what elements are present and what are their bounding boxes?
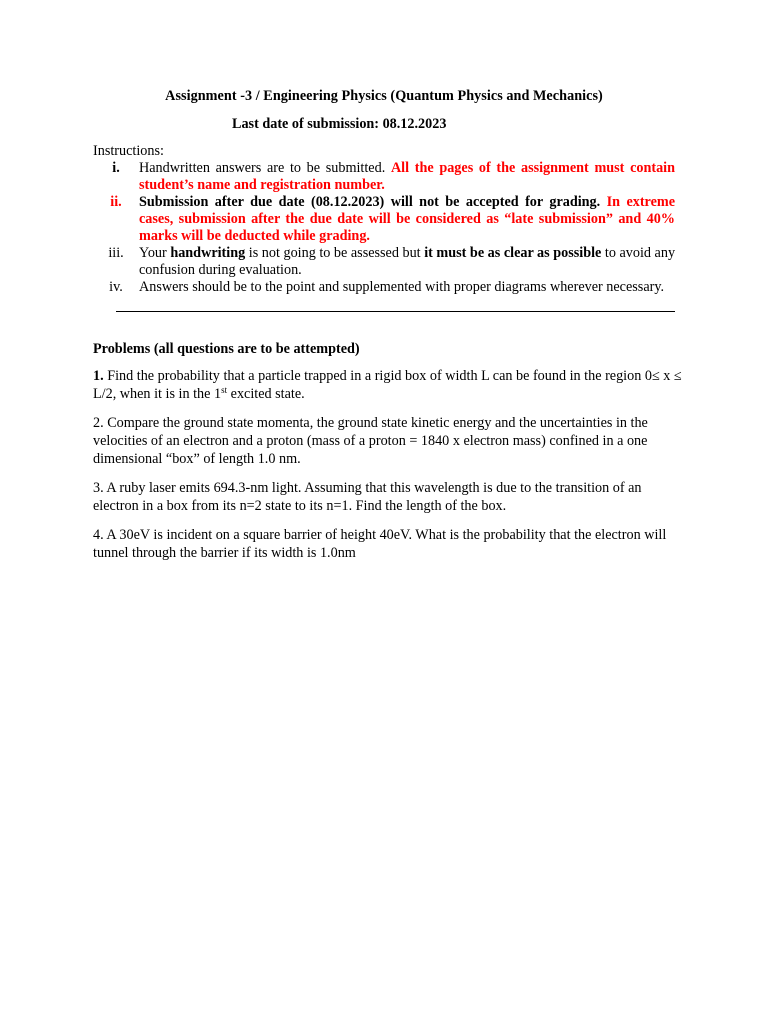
problems-list [93, 367, 683, 573]
submission-due-date: Last date of submission: 08.12.2023 [232, 116, 447, 132]
problem-3: 3. A ruby laser emits 694.3-nm light. Assuming that this wavelength is due to the transition of an electron in a box from its n=2 state to its n=1. Find the length of the box. [93, 480, 642, 514]
instruction-item-4 [93, 279, 675, 296]
problem-1: 1. Find the probability that a particle trapped in a rigid box of width L can be found in the region 0≤ x ≤ L/2, when it is in the 1st excited state. [93, 368, 682, 402]
instruction-text: Your handwriting is not going to be assessed but it must be as clear as possible to avoid any confusion during evaluation. [139, 245, 676, 278]
instruction-marker: iv. [109, 279, 123, 295]
instruction-item-3 [93, 245, 675, 279]
instruction-marker: iii. [108, 245, 124, 261]
instructions-heading: Instructions: [93, 143, 164, 159]
horizontal-divider [116, 311, 675, 312]
instruction-marker: ii. [110, 194, 122, 210]
instruction-text: Answers should be to the point and supplemented with proper diagrams wherever necessary. [139, 279, 665, 295]
problems-heading: Problems (all questions are to be attempted) [93, 341, 360, 357]
instruction-item-2 [93, 194, 675, 245]
instruction-marker: i. [112, 160, 120, 176]
instruction-item-1 [93, 160, 675, 194]
problem-4: 4. A 30eV is incident on a square barrier of height 40eV. What is the probability that the electron will tunnel through the barrier if its width is 1.0nm [93, 527, 667, 561]
instruction-text: Handwritten answers are to be submitted. All the pages of the assignment must contain student’s name and registration number. [139, 160, 676, 193]
problem-2: 2. Compare the ground state momenta, the ground state kinetic energy and the uncertainties in the velocities of an electron and a proton (mass of a proton = 1840 x electron mass) confined in a one dimensional “box” of length 1.0 nm. [93, 415, 648, 467]
assignment-title: Assignment -3 / Engineering Physics (Quantum Physics and Mechanics) [165, 88, 603, 104]
instruction-text: Submission after due date (08.12.2023) will not be accepted for grading. In extreme cases, submission after the due date will be considered as “late submission” and 40% marks will be deducted while grading. [139, 194, 676, 244]
instructions-list [93, 160, 675, 296]
